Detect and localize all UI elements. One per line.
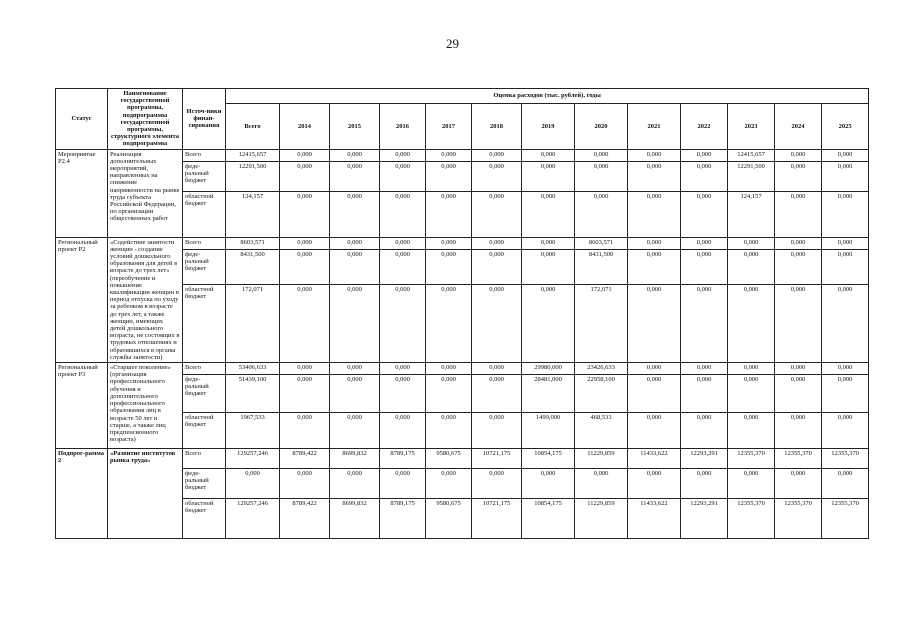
value-cell: 0,000	[822, 149, 869, 161]
value-cell: 12415,657	[728, 149, 775, 161]
value-cell: 0,000	[775, 249, 822, 284]
value-cell: 0,000	[472, 469, 522, 499]
table-row	[56, 237, 869, 249]
value-cell: 124,157	[226, 191, 280, 237]
value-cell: 0,000	[575, 161, 628, 191]
value-cell: 0,000	[575, 469, 628, 499]
row-status: Мероприятие Р2.4	[56, 149, 108, 237]
value-cell: 0,000	[472, 413, 522, 449]
value-cell: 0,000	[822, 161, 869, 191]
value-cell: 0,000	[522, 161, 575, 191]
value-cell: 0,000	[472, 237, 522, 249]
value-cell: 11229,859	[575, 449, 628, 469]
value-cell: 0,000	[522, 237, 575, 249]
value-cell: 0,000	[775, 191, 822, 237]
value-cell: 0,000	[472, 191, 522, 237]
value-cell: 0,000	[628, 191, 681, 237]
row-name: «Старшее поколение» (организация профессионального обучения и дополнительного профессионального образования лиц в возрасте 50 лет и старше, а также лиц предпенсионного возраста)	[108, 363, 183, 449]
value-cell: 0,000	[380, 375, 426, 413]
column-header: 2017	[426, 104, 472, 149]
value-cell: 10854,175	[522, 499, 575, 539]
value-cell: 0,000	[330, 284, 380, 362]
value-cell: 28481,000	[522, 375, 575, 413]
value-cell: 12293,291	[681, 449, 728, 469]
value-cell: 0,000	[330, 149, 380, 161]
value-cell: 10721,175	[472, 499, 522, 539]
value-cell: 0,000	[681, 161, 728, 191]
value-cell: 0,000	[472, 363, 522, 375]
value-cell: 0,000	[380, 249, 426, 284]
value-cell: 12355,370	[822, 449, 869, 469]
column-header: 2024	[775, 104, 822, 149]
row-source: феде-ральный бюджет	[183, 249, 226, 284]
value-cell: 8789,175	[380, 499, 426, 539]
value-cell: 0,000	[280, 149, 330, 161]
value-cell: 0,000	[280, 161, 330, 191]
row-status: Региональный проект Р3	[56, 363, 108, 449]
table-row	[56, 363, 869, 375]
value-cell: 12355,370	[775, 499, 822, 539]
value-cell: 12355,370	[728, 449, 775, 469]
value-cell: 0,000	[681, 363, 728, 375]
value-cell: 12355,370	[775, 449, 822, 469]
value-cell: 12291,500	[226, 161, 280, 191]
row-source: феде-ральный бюджет	[183, 375, 226, 413]
value-cell: 124,157	[728, 191, 775, 237]
value-cell: 0,000	[472, 284, 522, 362]
value-cell: 0,000	[775, 363, 822, 375]
value-cell: 0,000	[822, 237, 869, 249]
value-cell: 0,000	[426, 237, 472, 249]
value-cell: 11433,622	[628, 449, 681, 469]
value-cell: 0,000	[380, 284, 426, 362]
value-cell: 0,000	[280, 363, 330, 375]
header-source: Источ-ники финан-сирования	[183, 89, 226, 150]
value-cell: 9580,675	[426, 499, 472, 539]
value-cell: 0,000	[330, 375, 380, 413]
value-cell: 0,000	[628, 161, 681, 191]
value-cell: 12293,291	[681, 499, 728, 539]
row-source: областной бюджет	[183, 499, 226, 539]
value-cell: 0,000	[628, 249, 681, 284]
value-cell: 0,000	[280, 237, 330, 249]
value-cell: 23426,633	[575, 363, 628, 375]
value-cell: 172,071	[575, 284, 628, 362]
row-name: «Развитие институтов рынка труда»	[108, 449, 183, 539]
value-cell: 0,000	[330, 469, 380, 499]
value-cell: 0,000	[522, 191, 575, 237]
value-cell: 129257,246	[226, 499, 280, 539]
value-cell: 0,000	[426, 413, 472, 449]
value-cell: 0,000	[628, 363, 681, 375]
value-cell: 0,000	[426, 191, 472, 237]
value-cell: 8789,422	[280, 449, 330, 469]
value-cell: 11229,859	[575, 499, 628, 539]
column-header: 2014	[280, 104, 330, 149]
header-name: Наименование государственной программы, подпрограммы государственной программы, структурного элемента подпрограммы	[108, 89, 183, 150]
value-cell: 0,000	[775, 161, 822, 191]
value-cell: 172,071	[226, 284, 280, 362]
value-cell: 0,000	[775, 237, 822, 249]
value-cell: 51439,100	[226, 375, 280, 413]
row-source: Всего	[183, 149, 226, 161]
value-cell: 0,000	[380, 469, 426, 499]
value-cell: 9580,675	[426, 449, 472, 469]
row-source: феде-ральный бюджет	[183, 161, 226, 191]
row-source: областной бюджет	[183, 191, 226, 237]
value-cell: 0,000	[728, 249, 775, 284]
value-cell: 12291,500	[728, 161, 775, 191]
value-cell: 8789,175	[380, 449, 426, 469]
value-cell: 0,000	[728, 413, 775, 449]
value-cell: 10854,175	[522, 449, 575, 469]
column-header: 2018	[472, 104, 522, 149]
value-cell: 0,000	[280, 191, 330, 237]
value-cell: 0,000	[280, 469, 330, 499]
value-cell: 0,000	[280, 375, 330, 413]
row-source: областной бюджет	[183, 284, 226, 362]
value-cell: 0,000	[380, 191, 426, 237]
row-source: Всего	[183, 449, 226, 469]
value-cell: 53406,633	[226, 363, 280, 375]
value-cell: 0,000	[822, 469, 869, 499]
value-cell: 0,000	[330, 161, 380, 191]
value-cell: 8699,832	[330, 499, 380, 539]
value-cell: 0,000	[426, 363, 472, 375]
value-cell: 0,000	[681, 249, 728, 284]
value-cell: 0,000	[728, 469, 775, 499]
row-source: Всего	[183, 237, 226, 249]
value-cell: 0,000	[628, 237, 681, 249]
value-cell: 0,000	[775, 149, 822, 161]
value-cell: 11433,622	[628, 499, 681, 539]
value-cell: 0,000	[226, 469, 280, 499]
value-cell: 8603,571	[575, 237, 628, 249]
table-body	[56, 149, 869, 538]
value-cell: 8699,832	[330, 449, 380, 469]
value-cell: 0,000	[681, 469, 728, 499]
value-cell: 0,000	[681, 237, 728, 249]
value-cell: 12355,370	[822, 499, 869, 539]
value-cell: 0,000	[330, 413, 380, 449]
value-cell: 0,000	[775, 469, 822, 499]
row-name: «Содействие занятости женщин - создание условий дошкольного образования для детей в возрасте до трех лет» (переобучение и повышение квалификации женщин в период отпуска по уходу за ребенком в возрасте до трех лет, а также женщин, имеющих детей дошкольного возраста, не состоящих в трудовых отношениях и обратившихся в органы службы занятости)	[108, 237, 183, 362]
column-header: 2015	[330, 104, 380, 149]
value-cell: 8431,500	[575, 249, 628, 284]
value-cell: 0,000	[426, 149, 472, 161]
column-header: 2021	[628, 104, 681, 149]
value-cell: 0,000	[775, 284, 822, 362]
column-header: 2022	[681, 104, 728, 149]
row-source: феде-ральный бюджет	[183, 469, 226, 499]
page-number: 29	[446, 36, 459, 51]
value-cell: 0,000	[426, 161, 472, 191]
value-cell: 0,000	[330, 249, 380, 284]
value-cell: 0,000	[522, 149, 575, 161]
row-status: Подпрог-рамма 2	[56, 449, 108, 539]
value-cell: 0,000	[330, 191, 380, 237]
value-cell: 0,000	[681, 191, 728, 237]
column-header: 2019	[522, 104, 575, 149]
value-cell: 0,000	[775, 413, 822, 449]
value-cell: 0,000	[681, 413, 728, 449]
table-row	[56, 449, 869, 469]
value-cell: 0,000	[728, 237, 775, 249]
value-cell: 0,000	[681, 375, 728, 413]
value-cell: 0,000	[822, 363, 869, 375]
value-cell: 8603,571	[226, 237, 280, 249]
row-name: Реализация дополнительных мероприятий, направленных на снижение напряженности на рынке труда субъекта Российской Федерации, по организации общественных работ	[108, 149, 183, 237]
column-header: 2020	[575, 104, 628, 149]
row-status: Региональный проект Р2	[56, 237, 108, 362]
value-cell: 0,000	[628, 413, 681, 449]
value-cell: 0,000	[522, 284, 575, 362]
header-status: Статус	[56, 89, 108, 150]
value-cell: 0,000	[575, 191, 628, 237]
value-cell: 8431,500	[226, 249, 280, 284]
value-cell: 22958,100	[575, 375, 628, 413]
value-cell: 0,000	[628, 375, 681, 413]
column-header: 2025	[822, 104, 869, 149]
value-cell: 0,000	[426, 249, 472, 284]
value-cell: 0,000	[426, 284, 472, 362]
value-cell: 0,000	[380, 149, 426, 161]
value-cell: 0,000	[822, 284, 869, 362]
value-cell: 0,000	[380, 237, 426, 249]
column-header: Всего	[226, 104, 280, 149]
value-cell: 0,000	[522, 249, 575, 284]
value-cell: 0,000	[728, 284, 775, 362]
value-cell: 0,000	[330, 363, 380, 375]
value-cell: 1499,000	[522, 413, 575, 449]
value-cell: 0,000	[822, 413, 869, 449]
value-cell: 12415,657	[226, 149, 280, 161]
value-cell: 12355,370	[728, 499, 775, 539]
value-cell: 0,000	[728, 375, 775, 413]
value-cell: 8789,422	[280, 499, 330, 539]
value-cell: 0,000	[472, 149, 522, 161]
value-cell: 0,000	[628, 149, 681, 161]
value-cell: 0,000	[426, 375, 472, 413]
row-source: областной бюджет	[183, 413, 226, 449]
value-cell: 0,000	[472, 375, 522, 413]
value-cell: 0,000	[380, 363, 426, 375]
value-cell: 0,000	[822, 191, 869, 237]
table-row	[56, 149, 869, 161]
value-cell: 29980,000	[522, 363, 575, 375]
value-cell: 0,000	[628, 284, 681, 362]
value-cell: 0,000	[575, 149, 628, 161]
value-cell: 0,000	[681, 284, 728, 362]
header-estimate: Оценка расходов (тыс. рублей), годы	[226, 89, 869, 104]
value-cell: 0,000	[728, 363, 775, 375]
value-cell: 129257,246	[226, 449, 280, 469]
value-cell: 10721,175	[472, 449, 522, 469]
value-cell: 0,000	[775, 375, 822, 413]
value-cell: 0,000	[380, 161, 426, 191]
column-header: 2023	[728, 104, 775, 149]
value-cell: 0,000	[426, 469, 472, 499]
budget-table	[55, 88, 869, 539]
value-cell: 0,000	[280, 413, 330, 449]
value-cell: 0,000	[628, 469, 681, 499]
value-cell: 1967,533	[226, 413, 280, 449]
value-cell: 0,000	[280, 284, 330, 362]
value-cell: 0,000	[681, 149, 728, 161]
column-header: 2016	[380, 104, 426, 149]
value-cell: 0,000	[522, 469, 575, 499]
value-cell: 468,533	[575, 413, 628, 449]
value-cell: 0,000	[280, 249, 330, 284]
value-cell: 0,000	[330, 237, 380, 249]
value-cell: 0,000	[380, 413, 426, 449]
value-cell: 0,000	[472, 161, 522, 191]
value-cell: 0,000	[822, 375, 869, 413]
value-cell: 0,000	[822, 249, 869, 284]
row-source: Всего	[183, 363, 226, 375]
value-cell: 0,000	[472, 249, 522, 284]
